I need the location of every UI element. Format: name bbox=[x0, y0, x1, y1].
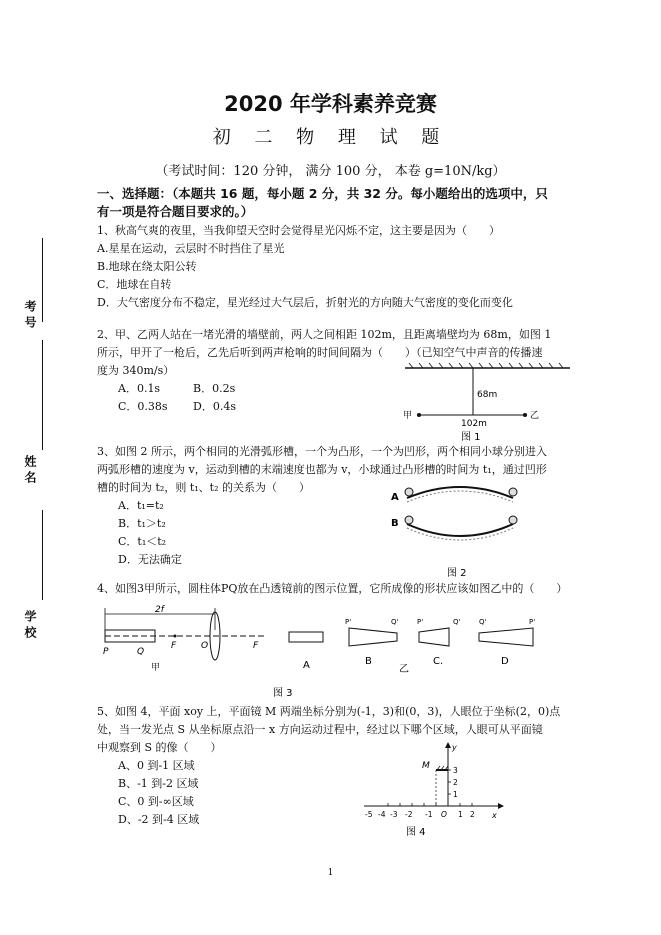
exam-info: （考试时间：120 分钟， 满分 100 分， 本卷 g=10N/kg） bbox=[155, 164, 506, 179]
fig2-label-a: A bbox=[391, 492, 399, 503]
fig4-tick-x: 1 bbox=[458, 810, 463, 819]
q5-option-c: C、0 到-∞区域 bbox=[118, 795, 194, 808]
q2-option-b: B．0.2s bbox=[193, 382, 236, 395]
exam-no-line bbox=[42, 238, 43, 322]
name-label: 姓 名 bbox=[23, 455, 37, 484]
school-label: 学 校 bbox=[23, 610, 37, 639]
q2-option-d: D．0.4s bbox=[193, 400, 236, 413]
question-2: 2、甲、乙两人站在一堵光滑的墙壁前，两人之间相距 102m，且距离墙壁均为 68m，如图 1 所示，甲开了一枪后，乙先后听到两声枪响的时间间隔为（ ）（已知空气中声音的传播速 度为 340m/s） bbox=[97, 328, 552, 377]
fig3-label-o: O bbox=[201, 641, 209, 651]
q2-option-c: C．0.38s bbox=[118, 400, 168, 413]
fig3-label-2f: 2f bbox=[155, 605, 164, 615]
fig3-option-b: B bbox=[365, 656, 372, 667]
fig1-label-102: 102m bbox=[461, 419, 487, 429]
exam-no-label: 考 号 bbox=[23, 300, 37, 329]
fig4-tick-y: 2 bbox=[453, 778, 458, 787]
section-heading: 一、选择题：（本题共 16 题，每小题 2 分，共 32 分。每小题给出的选项中，只 有一项是符合题目要求的。） bbox=[97, 186, 548, 219]
fig3-option-d: D bbox=[501, 656, 509, 667]
question-5: 5、如图 4，平面 xoy 上，平面镜 M 两端坐标分别为(-1，3)和(0，3)，人眼位于坐标(2，0)点 处，当一发光点 S 从坐标原点沿一 x 方向运动过程中，经过以下哪个区域，人眼可从平面镜 中观察到 S 的像（ ） bbox=[97, 705, 561, 754]
fig4-tick-x: 2 bbox=[470, 810, 475, 819]
q2-option-a: A．0.1s bbox=[118, 382, 161, 395]
fig3-label-pp-b: P' bbox=[345, 618, 352, 626]
fig4-tick-x: -1 bbox=[425, 810, 433, 819]
fig1-label-yi: 乙 bbox=[530, 411, 540, 421]
q3-option-d: D．无法确定 bbox=[118, 553, 182, 566]
name-line bbox=[42, 340, 43, 450]
fig2-label-b: B bbox=[391, 518, 399, 529]
fig3-label-jia: 甲 bbox=[151, 663, 161, 673]
fig2-caption: 图 2 bbox=[447, 568, 467, 579]
figure-3 bbox=[97, 600, 582, 700]
q5-option-a: A、0 到-1 区域 bbox=[118, 759, 195, 772]
fig4-tick-x: -5 bbox=[365, 810, 373, 819]
school-line bbox=[42, 510, 43, 600]
fig3-caption: 图 3 bbox=[273, 688, 293, 699]
fig3-option-c: C. bbox=[433, 656, 444, 667]
fig4-label-x: x bbox=[492, 811, 497, 820]
question-4: 4、如图3甲所示，圆柱体PQ放在凸透镜前的图示位置，它所成像的形状应该如图乙中的（ ） bbox=[97, 582, 568, 595]
figure-4 bbox=[360, 740, 510, 840]
fig3-label-pp-d: P' bbox=[529, 618, 536, 626]
page-subtitle: 初 二 物 理 试 题 bbox=[212, 127, 449, 148]
question-3: 3、如图 2 所示，两个相同的光滑弧形槽，一个为凸形，一个为凹形，两个相同小球分别进入 两弧形槽的速度为 v，运动到槽的末端速度也都为 v，小球通过凸形槽的时间为 t₁，通过凹形 槽的时间为 t₂，则 t₁、t₂ 的关系为（ ） bbox=[97, 445, 547, 494]
q3-option-c: C．t₁＜t₂ bbox=[118, 535, 167, 548]
fig1-caption: 图 1 bbox=[461, 432, 481, 443]
fig3-label-qp-d: Q' bbox=[479, 618, 487, 626]
fig3-label-yi: 乙 bbox=[399, 664, 409, 675]
q5-option-b: B、-1 到-2 区域 bbox=[118, 777, 199, 790]
fig1-label-jia: 甲 bbox=[403, 411, 413, 421]
fig4-tick-x: -3 bbox=[390, 810, 398, 819]
q3-option-b: B．t₁＞t₂ bbox=[118, 517, 166, 530]
fig4-origin: O bbox=[441, 810, 447, 819]
fig3-label-pp-c: P' bbox=[417, 618, 424, 626]
fig4-tick-y: 3 bbox=[453, 766, 458, 775]
fig4-caption: 图 4 bbox=[406, 827, 426, 838]
page-number: 1 bbox=[327, 868, 334, 878]
fig4-mirror-label: M bbox=[422, 761, 430, 771]
figure-2 bbox=[385, 478, 535, 583]
fig3-label-qp-c: Q' bbox=[453, 618, 461, 626]
page-title: 2020 年学科素养竞赛 bbox=[224, 92, 437, 116]
fig3-label-q: Q bbox=[137, 647, 145, 657]
fig3-label-qp-b: Q' bbox=[391, 618, 399, 626]
q3-option-a: A．t₁=t₂ bbox=[118, 499, 164, 512]
fig3-label-f-right: F bbox=[253, 641, 259, 651]
fig4-tick-y: 1 bbox=[453, 790, 458, 799]
fig1-label-68: 68m bbox=[477, 390, 498, 400]
fig4-label-y: y bbox=[452, 743, 457, 752]
fig4-tick-x: -2 bbox=[405, 810, 413, 819]
fig4-tick-x: -4 bbox=[378, 810, 386, 819]
fig3-option-a: A bbox=[303, 660, 310, 671]
fig3-label-p: P bbox=[103, 647, 109, 657]
question-1: 1、秋高气爽的夜里，当我仰望天空时会觉得星光闪烁不定，这主要是因为（ ） A.星星在运动，云层时不时挡住了星光 B.地球在绕太阳公转 C．地球在自转 D．大气密度分布不稳定，星光经过大气层后，折射光的方向随大气密度的变化而变化 bbox=[97, 224, 513, 309]
figure-1 bbox=[385, 360, 585, 445]
q5-option-d: D、-2 到-4 区域 bbox=[118, 813, 200, 826]
fig3-label-f-left: F bbox=[171, 641, 177, 651]
